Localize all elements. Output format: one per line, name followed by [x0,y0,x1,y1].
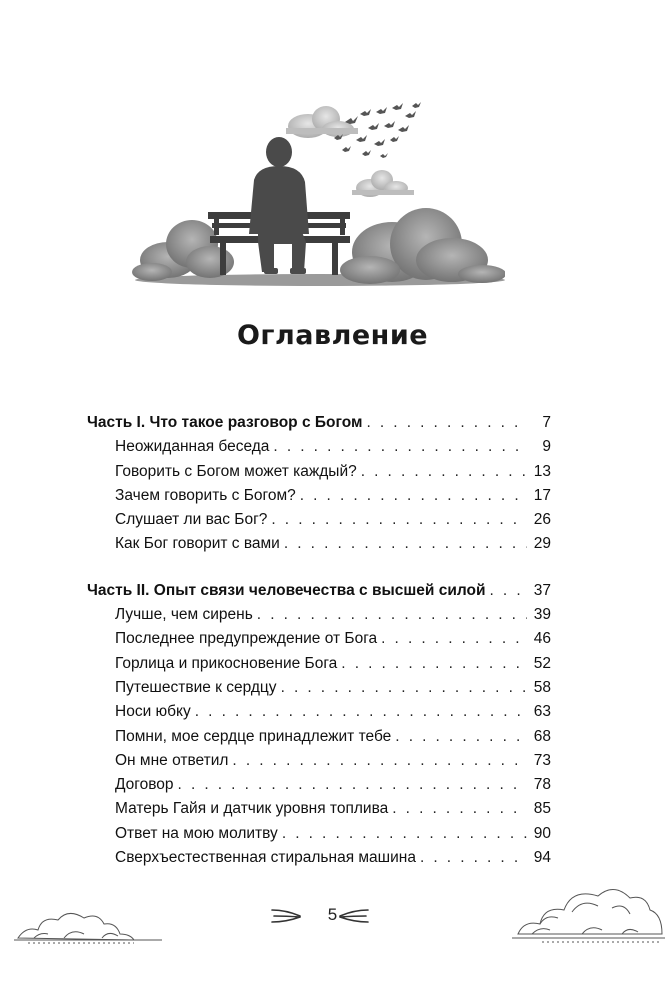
toc-item-label: Зачем говорить с Богом? [115,486,296,504]
middle-cloud-icon [352,170,414,197]
toc-page-number: 17 [533,486,551,504]
toc-item[interactable] [87,676,551,700]
toc-item-label: Как Бог говорит с вами [115,535,280,553]
toc-leader-dots [178,773,527,797]
toc-item-label: Носи юбку [115,703,191,721]
toc-item[interactable] [87,460,551,484]
toc-leader-dots [300,484,527,508]
man-silhouette-icon [249,137,309,274]
toc-leader-dots [420,846,527,870]
toc-page-number: 37 [533,581,551,599]
toc-item[interactable] [87,652,551,676]
toc-leader-dots [284,532,527,556]
toc-item-label: Он мне ответил [115,751,229,769]
toc-page-number: 7 [542,414,551,431]
toc-item[interactable] [87,749,551,773]
toc-part-label: Часть II. Опыт связи человечества с высшей силой [87,581,486,599]
toc-leader-dots [490,579,527,603]
page-number: 5 [327,905,338,924]
toc-item[interactable] [87,773,551,797]
right-cloud-icon [340,208,505,284]
table-of-contents [87,411,551,870]
section-gap [87,557,551,579]
toc-item-label: Договор [115,776,174,794]
toc-item-label: Помни, мое сердце принадлежит тебе [115,727,392,745]
toc-leader-dots [392,797,527,821]
toc-leader-dots [361,460,527,484]
toc-part-heading[interactable] [87,411,551,435]
toc-item-label: Матерь Гайя и датчик уровня топлива [115,800,389,818]
toc-page-number: 52 [533,654,551,672]
toc-item[interactable] [87,725,551,749]
toc-leader-dots [273,435,527,459]
toc-part-label: Часть I. Что такое разговор с Богом [87,414,363,431]
toc-item[interactable] [87,435,551,459]
toc-page-number: 78 [533,776,551,794]
toc-item[interactable] [87,846,551,870]
man-on-bench-illustration [130,92,505,307]
toc-leader-dots [395,725,527,749]
toc-leader-dots [271,508,527,532]
toc-leader-dots [257,603,527,627]
swoosh-lines-icon [338,906,370,926]
toc-item-label: Неожиданная беседа [115,438,270,456]
toc-item[interactable] [87,508,551,532]
toc-item[interactable] [87,484,551,508]
toc-item-label: Сверхъестественная стиральная машина [115,849,416,867]
toc-leader-dots [341,652,527,676]
toc-page-number: 63 [533,703,551,721]
page-title: Оглавление [236,320,429,351]
toc-leader-dots [282,822,527,846]
toc-page-number: 58 [533,678,551,696]
toc-page-number: 68 [533,727,551,745]
toc-item-label: Ответ на мою молитву [115,824,278,842]
toc-item[interactable] [87,627,551,651]
toc-leader-dots [381,627,527,651]
toc-item-label: Лучше, чем сирень [115,606,253,624]
toc-item[interactable] [87,822,551,846]
toc-item[interactable] [87,700,551,724]
toc-item-label: Слушает ли вас Бог? [115,511,268,529]
toc-item[interactable] [87,532,551,556]
toc-page-number: 94 [533,849,551,867]
toc-item[interactable] [87,603,551,627]
toc-page-number: 29 [533,535,551,553]
toc-leader-dots [232,749,527,773]
toc-leader-dots [366,411,527,435]
toc-page-number: 9 [542,438,551,456]
toc-item-label: Говорить с Богом может каждый? [115,462,357,480]
toc-page-number: 73 [533,751,551,769]
toc-item-label: Горлица и прикосновение Бога [115,654,338,672]
toc-page-number: 26 [533,511,551,529]
toc-page-number: 85 [533,800,551,818]
toc-page-number: 90 [533,824,551,842]
toc-part-heading[interactable] [87,579,551,603]
toc-page-number: 39 [533,606,551,624]
toc-leader-dots [281,676,527,700]
toc-item-label: Путешествие к сердцу [115,678,277,696]
toc-item-label: Последнее предупреждение от Бога [115,630,378,648]
toc-leader-dots [195,700,527,724]
toc-item[interactable] [87,797,551,821]
toc-page-number: 46 [533,630,551,648]
toc-page-number: 13 [533,462,551,480]
